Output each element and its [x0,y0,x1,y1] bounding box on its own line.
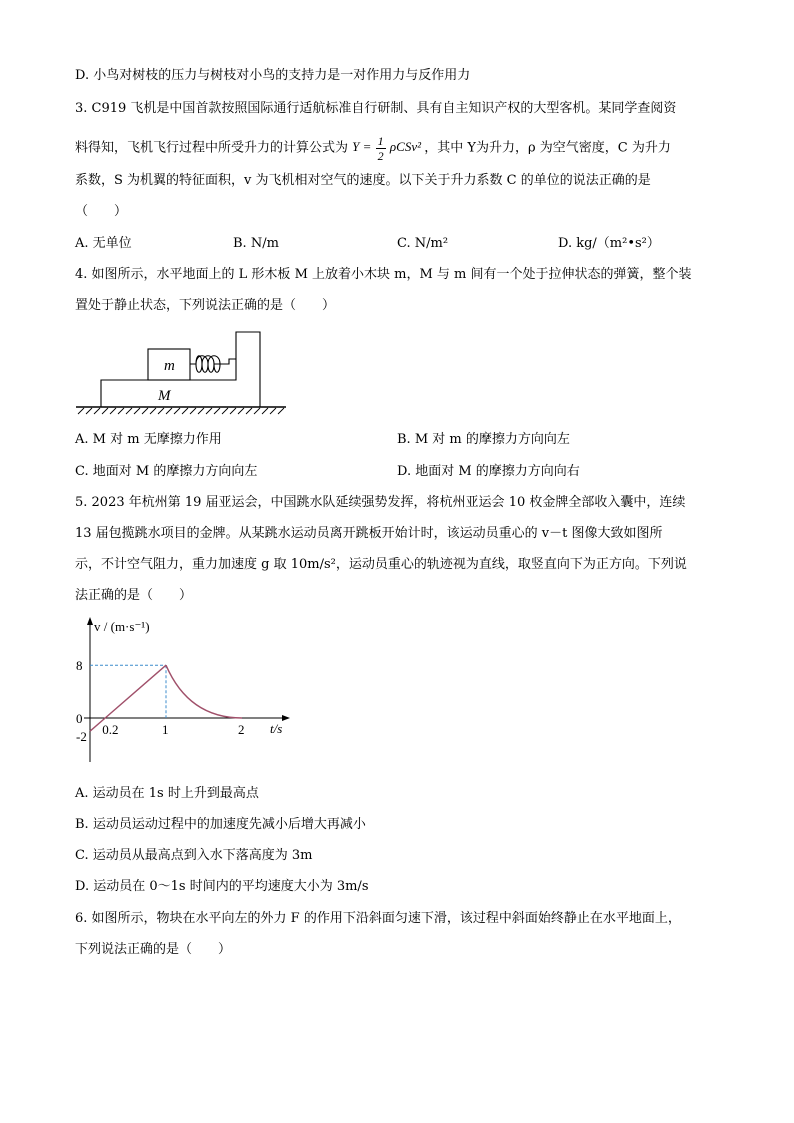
y-tick-label: 0 [76,711,83,726]
x-axis-arrow [282,715,290,721]
q3-stem-line3: 系数，S 为机翼的特征面积，v 为飞机相对空气的速度。以下关于升力系数 C 的单位的说法正确的是 [75,173,651,188]
q3-answer-paren: （ ） [75,204,128,219]
q4-option-d: D. 地面对 M 的摩擦力方向向右 [397,464,580,479]
q5-option-d: D. 运动员在 0～1s 时间内的平均速度大小为 3m/s [75,879,369,894]
q5-option-b: B. 运动员运动过程中的加速度先减小后增大再减小 [75,817,366,832]
label-big-m: M [158,388,171,404]
q4-spring-block-figure [72,328,292,416]
y-tick-label: 8 [76,658,83,674]
q2-option-d: D. 小鸟对树枝的压力与树枝对小鸟的支持力是一对作用力与反作用力 [75,68,471,83]
q3-option-c: C. N/m² [397,236,449,251]
q4-stem-line1: 4. 如图所示，水平地面上的 L 形木板 M 上放着小木块 m，M 与 m 间有一个处于拉伸状态的弹簧，整个装 [75,267,692,282]
formula-rhs: ρCSv² [389,139,421,155]
x-tick-label: 2 [238,722,245,737]
q4-option-a: A. M 对 m 无摩擦力作用 [75,432,222,447]
formula-fraction [376,134,386,163]
q6-stem-line2: 下列说法正确的是（ ） [75,942,232,957]
q3-stem-line2-pre: 料得知，飞机飞行过程中所受升力的计算公式为 [75,140,349,156]
label-small-m: m [164,358,175,374]
ground-hatching [78,408,284,414]
formula-lhs: Y = [352,139,372,155]
vt-chart [70,612,310,772]
q5-option-c: C. 运动员从最高点到入水下落高度为 3m [75,848,313,863]
q3-stem-line1: 3. C919 飞机是中国首款按照国际通行适航标准自行研制、具有自主知识产权的大型客机。某同学查阅资 [75,101,677,116]
y-axis-arrow [87,617,93,625]
q3-stem-line2-post: ，其中 Y为升力，ρ 为空气密度，C 为升力 [424,140,671,156]
q3-option-d: D. kg/（m²•s²） [558,236,660,251]
q5-stem-line2: 13 届包揽跳水项目的金牌。从某跳水运动员离开跳板开始计时，该运动员重心的 v－t 图像大致如图所 [75,526,663,541]
q4-option-c: C. 地面对 M 的摩擦力方向向左 [75,464,258,479]
q4-option-b: B. M 对 m 的摩擦力方向向左 [397,432,570,447]
x-axis-label: t/s [270,721,283,736]
q3-stem-line2 [75,134,671,163]
q5-stem-line3: 示，不计空气阻力，重力加速度 g 取 10m/s²，运动员重心的轨迹视为直线，取竖直向下为正方向。下列说 [75,557,687,572]
q4-stem-line2: 置处于静止状态，下列说法正确的是（ ） [75,298,336,313]
y-axis-label: v / (m·s⁻¹) [94,619,150,634]
x-tick-label: 1 [162,722,169,737]
q5-stem-line1: 5. 2023 年杭州第 19 届亚运会，中国跳水队延续强势发挥，将杭州亚运会 10 枚金牌全部收入囊中，连续 [75,495,686,510]
x-tick-label: 0.2 [102,722,119,737]
q5-stem-line4: 法正确的是（ ） [75,588,193,603]
fraction-numerator: 1 [377,134,384,148]
fraction-denominator: 2 [377,149,384,163]
q3-option-b: B. N/m [233,236,279,251]
spring [190,356,236,373]
q3-option-a: A. 无单位 [75,236,132,251]
y-tick-label: -2 [76,729,87,745]
series-decelerating-curve [166,665,242,718]
q5-option-a: A. 运动员在 1s 时上升到最高点 [75,786,259,801]
lift-formula [352,134,424,163]
q6-stem-line1: 6. 如图所示，物块在水平向左的外力 F 的作用下沿斜面匀速下滑，该过程中斜面始终静止在水平地面上， [75,911,681,926]
